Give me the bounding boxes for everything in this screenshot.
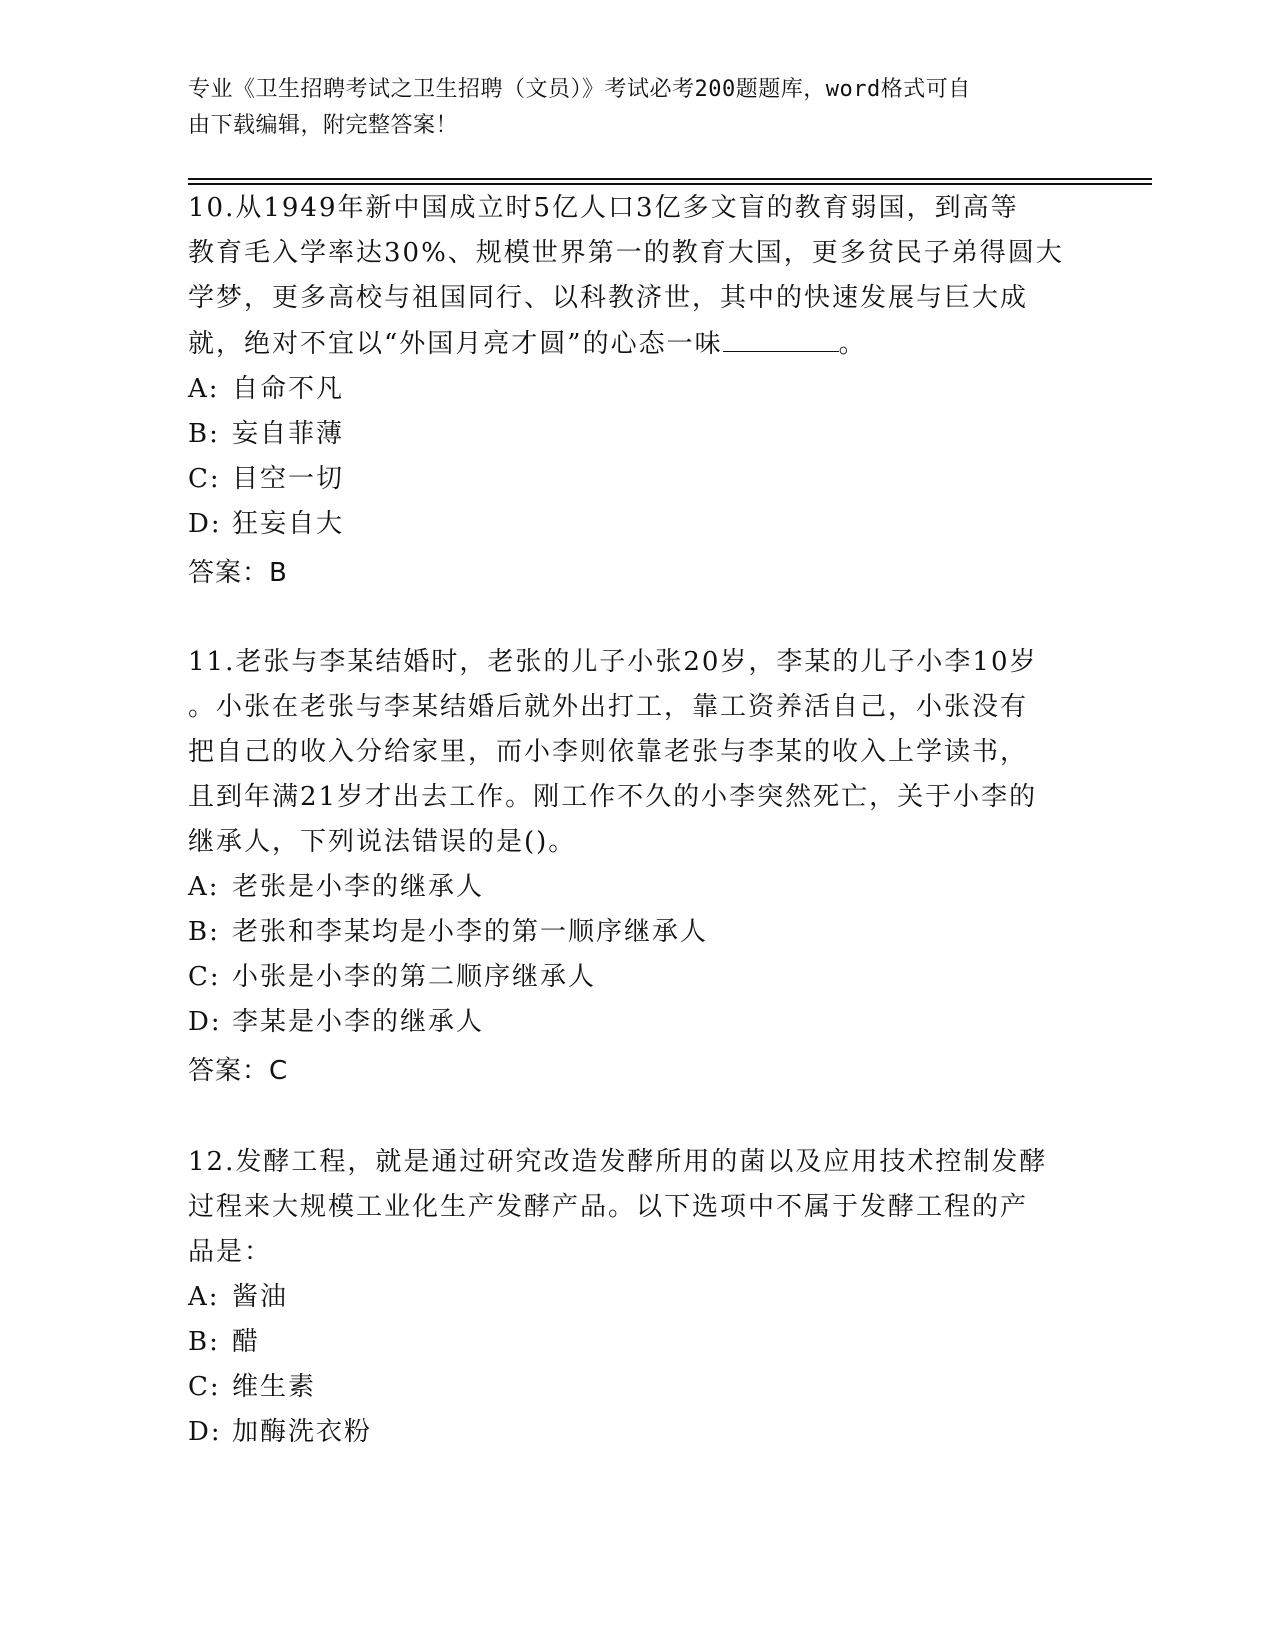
- option-text: 老张和李某均是小李的第一顺序继承人: [232, 917, 709, 947]
- option-c: [188, 955, 1088, 1000]
- option-text: 小张是小李的第二顺序继承人: [232, 962, 597, 992]
- option-letter: C:: [188, 1372, 221, 1402]
- fill-in-blank: [723, 321, 839, 352]
- option-b: [188, 412, 1088, 457]
- option-letter: A:: [188, 1282, 220, 1312]
- option-letter: C:: [188, 962, 221, 992]
- option-text: 自命不凡: [232, 374, 345, 404]
- option-d: [188, 1000, 1088, 1045]
- option-letter: C:: [188, 464, 221, 494]
- option-letter: D:: [188, 1007, 222, 1037]
- option-letter: B:: [188, 917, 220, 947]
- option-text: 老张是小李的继承人: [232, 872, 485, 902]
- question-text-line: 过程来大规模工业化生产发酵产品。以下选项中不属于发酵工程的产: [188, 1192, 1029, 1222]
- question-text-line: 12.发酵工程，就是通过研究改造发酵所用的菌以及应用技术控制发酵: [188, 1147, 1048, 1177]
- option-letter: B:: [188, 1327, 220, 1357]
- header-line-2: 由下载编辑，附完整答案！: [188, 113, 459, 138]
- answer-label: 答案：B: [188, 558, 288, 588]
- option-letter: B:: [188, 419, 220, 449]
- header-divider-bottom: [188, 183, 1152, 185]
- question-text-line: 10.从1949年新中国成立时5亿人口3亿多文盲的教育弱国，到高等: [188, 193, 1019, 223]
- option-c: [188, 1365, 1088, 1410]
- option-text: 维生素: [232, 1372, 317, 1402]
- option-text: 狂妄自大: [232, 509, 345, 539]
- header-line-1: 专业《卫生招聘考试之卫生招聘（文员）》考试必考200题题库，word格式可自: [188, 77, 971, 102]
- option-text: 李某是小李的继承人: [232, 1007, 485, 1037]
- question-12: [188, 1140, 1088, 1455]
- option-c: [188, 457, 1088, 502]
- question-text-line: 教育毛入学率达30%、规模世界第一的教育大国，更多贫民子弟得圆大: [188, 238, 1064, 268]
- option-letter: A:: [188, 374, 220, 404]
- blank-suffix: 。: [838, 329, 867, 359]
- question-text-line: 且到年满21岁才出去工作。刚工作不久的小李突然死亡，关于小李的: [188, 782, 1038, 812]
- option-text: 酱油: [232, 1282, 289, 1312]
- question-text-line: 11.老张与李某结婚时，老张的儿子小张20岁，李某的儿子小李10岁: [188, 647, 1038, 677]
- question-text-line-with-blank: [188, 321, 1088, 367]
- question-text-line: 把自己的收入分给家里，而小李则依靠老张与李某的收入上学读书，: [188, 737, 1029, 767]
- question-text-line: 学梦，更多高校与祖国同行、以科教济世，其中的快速发展与巨大成: [188, 283, 1029, 313]
- option-b: [188, 1320, 1088, 1365]
- answer-label: 答案：C: [188, 1056, 289, 1086]
- question-text-line: 。小张在老张与李某结婚后就外出打工，靠工资养活自己，小张没有: [188, 692, 1029, 722]
- document-header: [188, 72, 1068, 144]
- option-d: [188, 1410, 1088, 1455]
- header-divider-top: [188, 178, 1152, 180]
- question-11: [188, 640, 1088, 1095]
- option-text: 加酶洗衣粉: [232, 1417, 373, 1447]
- question-text-line: 就，绝对不宜以“外国月亮才圆”的心态一味: [188, 329, 723, 359]
- option-text: 妄自菲薄: [232, 419, 345, 449]
- option-d: [188, 502, 1088, 547]
- option-letter: A:: [188, 872, 220, 902]
- question-text-line: 继承人，下列说法错误的是()。: [188, 827, 577, 857]
- option-letter: D:: [188, 1417, 222, 1447]
- option-a: [188, 367, 1088, 412]
- option-letter: D:: [188, 509, 222, 539]
- option-text: 目空一切: [232, 464, 345, 494]
- option-b: [188, 910, 1088, 955]
- question-text-line: 品是：: [188, 1237, 273, 1267]
- option-a: [188, 865, 1088, 910]
- option-text: 醋: [232, 1327, 261, 1357]
- question-10: [188, 186, 1088, 597]
- option-a: [188, 1275, 1088, 1320]
